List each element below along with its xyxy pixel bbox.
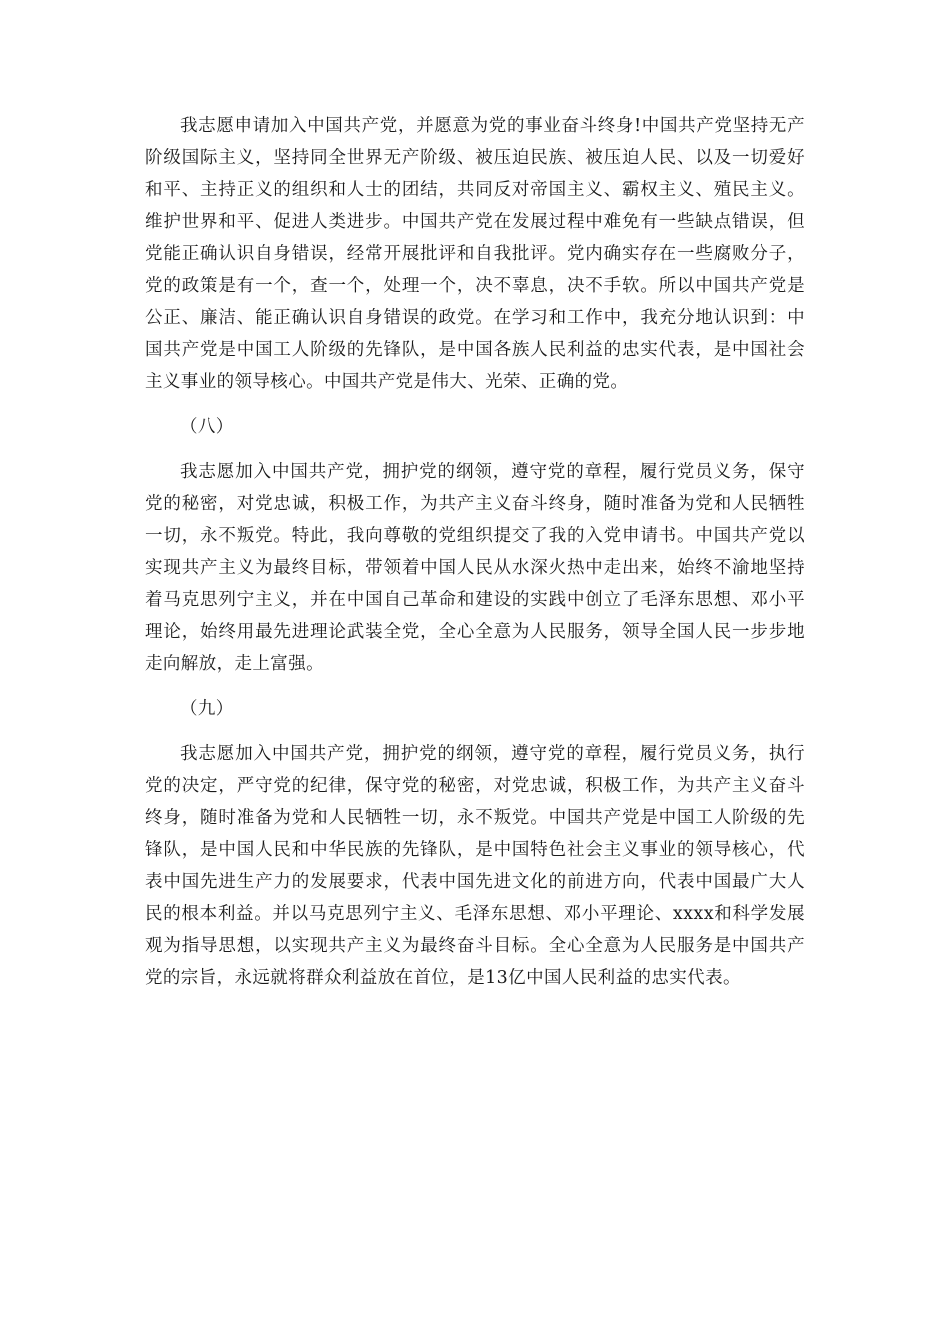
- section-heading-8: （八）: [180, 417, 234, 437]
- paragraph-3: 我志愿加入中国共产党，拥护党的纲领，遵守党的章程，履行党员义务，执行党的决定，严守党的纪律，保守党的秘密，对党忠诚，积极工作，为共产主义奋斗终身，随时准备为党和人民牺牲一切，永不叛党。中国共产党是中国工人阶级的先锋队，是中国人民和中华民族的先锋队，是中国特色社会主义事业的领导核心，代表中国先进生产力的发展要求，代表中国先进文化的前进方向，代表中国最广大人民的根本利益。并以马克思列宁主义、毛泽东思想、邓小平理论、xxxx和科学发展观为指导思想，以实现共产主义为最终奋斗目标。全心全意为人民服务是中国共产党的宗旨，永远就将群众利益放在首位，是13亿中国人民利益的忠实代表。: [145, 744, 805, 988]
- paragraph-1: 我志愿申请加入中国共产党，并愿意为党的事业奋斗终身!中国共产党坚持无产阶级国际主义，坚持同全世界无产阶级、被压迫民族、被压迫人民、以及一切爱好和平、主持正义的组织和人士的团结，共同反对帝国主义、霸权主义、殖民主义。维护世界和平、促进人类进步。中国共产党在发展过程中难免有一些缺点错误，但党能正确认识自身错误，经常开展批评和自我批评。党内确实存在一些腐败分子，党的政策是有一个，查一个，处理一个，决不辜息，决不手软。所以中国共产党是公正、廉洁、能正确认识自身错误的政党。在学习和工作中，我充分地认识到：中国共产党是中国工人阶级的先锋队，是中国各族人民利益的忠实代表，是中国社会主义事业的领导核心。中国共产党是伟大、光荣、正确的党。: [145, 116, 805, 392]
- section-heading-9: （九）: [180, 699, 234, 719]
- paragraph-2: 我志愿加入中国共产党，拥护党的纲领，遵守党的章程，履行党员义务，保守党的秘密，对党忠诚，积极工作，为共产主义奋斗终身，随时准备为党和人民牺牲一切，永不叛党。特此，我向尊敬的党组织提交了我的入党申请书。中国共产党以实现共产主义为最终目标，带领着中国人民从水深火热中走出来，始终不渝地坚持着马克思列宁主义，并在中国自己革命和建设的实践中创立了毛泽东思想、邓小平理论，始终用最先进理论武装全党，全心全意为人民服务，领导全国人民一步步地走向解放，走上富强。: [145, 462, 805, 674]
- document-body: [145, 110, 805, 1007]
